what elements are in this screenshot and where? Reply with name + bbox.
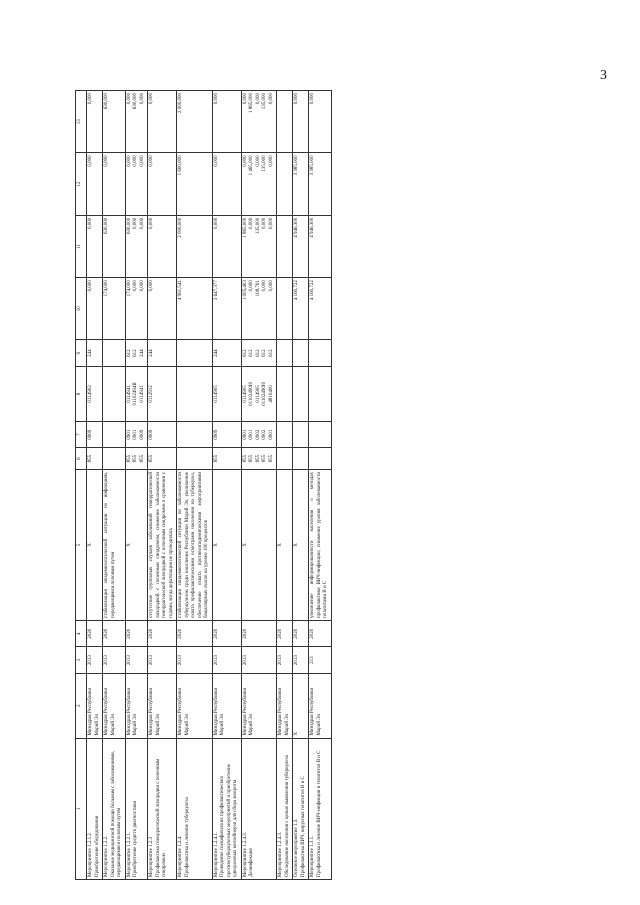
value-col-13-cell: 0,000 — [293, 91, 309, 153]
value-col-10-cell: 1 005,403 0,000 108,761 0,000 0,000 — [241, 278, 277, 340]
activity-name-cell: Основное мероприятие 1.3. Профилактика ВИЧ, вирусных гепатитов В и С — [293, 738, 309, 879]
responsible-executor-cell: Минздрав Республики Марий Эл — [87, 673, 103, 738]
responsible-executor-cell: Минздрав Республики Марий Эл — [177, 673, 213, 738]
value-col-13-cell: 0,000 1 865,000 0,000 135,000 0,000 — [241, 91, 277, 153]
expense-type-cell — [309, 340, 332, 366]
expected-result-cell: X — [293, 469, 309, 620]
target-article-cell: 0114905 01102490I0 0114905 01102490I0 4810400 — [241, 366, 277, 421]
expected-result-cell: стабилизация эпидемиологической ситуации по инфекциям, передающимся половым путем — [103, 469, 126, 620]
column-header: 8 — [76, 366, 87, 421]
table-row — [148, 91, 177, 880]
target-article-cell — [177, 366, 213, 421]
value-col-11-cell: 630,000 0,000 0,000 — [125, 215, 148, 277]
end-year-cell: 2020 — [212, 621, 241, 647]
start-year-cell: 2013 — [177, 647, 213, 673]
grbs-code-cell — [277, 448, 293, 470]
target-article-cell: 0114941 01102494II 0114941 — [125, 366, 148, 421]
value-col-11-cell — [277, 215, 293, 277]
responsible-executor-cell: Минздрав Республики Марий Эл — [241, 673, 277, 738]
grbs-code-cell: 855 — [212, 448, 241, 470]
grbs-code-cell — [293, 448, 309, 470]
value-col-12-cell — [277, 153, 293, 215]
expected-result-cell: X — [87, 469, 103, 620]
column-header: 2 — [76, 673, 87, 738]
expense-type-cell: 244 — [212, 340, 241, 366]
value-col-12-cell: 3 385,000 — [293, 153, 309, 215]
value-col-12-cell: 0,000 0,000 0,000 — [125, 153, 148, 215]
value-col-11-cell: 1 865,000 0,000 135,000 0,000 0,000 — [241, 215, 277, 277]
start-year-cell: 213 — [309, 647, 332, 673]
column-header: 10 — [76, 278, 87, 340]
expected-result-cell: увеличение информированности населения о методах профилактики ВИЧ-инфекции; снижение уровня заболеваемости гепатитами В и С — [309, 469, 332, 620]
section-code-cell — [277, 421, 293, 447]
column-header: 5 — [76, 469, 87, 620]
table-header — [76, 91, 87, 880]
target-article-cell: 0112912 — [148, 366, 177, 421]
value-col-10-cell: 4 961,541 — [177, 278, 213, 340]
value-col-13-cell: 630,000 — [103, 91, 126, 153]
expense-type-cell: 244 — [87, 340, 103, 366]
activity-name-cell: Мероприятие 1.2.4.2. Дезинфекция — [241, 738, 277, 879]
value-col-11-cell: 0,000 — [148, 215, 177, 277]
table-row — [103, 91, 126, 880]
value-col-11-cell: 2 000,000 — [177, 215, 213, 277]
value-col-13-cell: 0,000 — [309, 91, 332, 153]
start-year-cell: 2013 — [212, 647, 241, 673]
section-code-cell: 0901 0901 0902 0902 0901 — [241, 421, 277, 447]
expected-result-cell: X — [277, 469, 293, 620]
activity-name-cell: Мероприятие 1.2.2. Оказание медицинской помощи больным с заболеваниями, передающимися половым путем — [103, 738, 126, 879]
activity-name-cell: Мероприятие 1.2.1.2 Приобретение оборудования — [87, 738, 103, 879]
column-header: 13 — [76, 91, 87, 153]
page-number: 3 — [600, 68, 607, 83]
value-col-12-cell: 0,000 — [103, 153, 126, 215]
activity-name-cell: Мероприятие 1.2.4.3. Обследование населения с целью выявления туберкулеза — [277, 738, 293, 879]
expense-type-cell: 612 612 612 612 612 — [241, 340, 277, 366]
column-header: 1 — [76, 738, 87, 879]
expense-type-cell — [277, 340, 293, 366]
value-col-10-cell: 0,000 — [87, 278, 103, 340]
end-year-cell: 2020 — [125, 621, 148, 647]
target-article-cell — [277, 366, 293, 421]
start-year-cell: 2013 — [103, 647, 126, 673]
value-col-10-cell: 4 160,722 — [309, 278, 332, 340]
end-year-cell: 2020 — [241, 621, 277, 647]
target-article-cell — [309, 366, 332, 421]
activity-name-cell: Мероприятие 1.2.2.1. Приобретение средств диагностики — [125, 738, 148, 879]
value-col-10-cell: 174,000 — [103, 278, 126, 340]
target-article-cell — [103, 366, 126, 421]
table-row — [293, 91, 309, 880]
activity-name-cell: Мероприятие 1.2.4. Профилактика и лечение туберкулеза — [177, 738, 213, 879]
end-year-cell: 2020 — [277, 621, 293, 647]
table-row — [241, 91, 277, 880]
grbs-code-cell — [177, 448, 213, 470]
responsible-executor-cell: Минздрав Республики Марий Эл — [125, 673, 148, 738]
section-code-cell — [177, 421, 213, 447]
responsible-executor-cell: Минздрав Республики Марий Эл — [103, 673, 126, 738]
responsible-executor-cell: Минздрав Республики Марий Эл — [309, 673, 332, 738]
end-year-cell: 2020 — [103, 621, 126, 647]
section-code-cell: 0901 0901 0909 — [125, 421, 148, 447]
target-article-cell: 0114905 — [212, 366, 241, 421]
table-body — [87, 91, 332, 880]
value-col-11-cell: 630,000 — [103, 215, 126, 277]
column-header: 7 — [76, 421, 87, 447]
expense-type-cell — [293, 340, 309, 366]
end-year-cell: 2020 — [177, 621, 213, 647]
rotated-table-area — [75, 90, 620, 880]
value-col-13-cell: 0,000 — [87, 91, 103, 153]
grbs-code-cell — [309, 448, 332, 470]
column-header: 3 — [76, 647, 87, 673]
column-header: 11 — [76, 215, 87, 277]
column-header: 12 — [76, 153, 87, 215]
expense-type-cell — [103, 340, 126, 366]
table-row — [212, 91, 241, 880]
expense-type-cell: 612 612 244 — [125, 340, 148, 366]
column-header: 4 — [76, 621, 87, 647]
column-header: 6 — [76, 448, 87, 470]
start-year-cell: 2013 — [277, 647, 293, 673]
value-col-13-cell — [277, 91, 293, 153]
grbs-code-cell: 855 — [148, 448, 177, 470]
section-code-cell — [293, 421, 309, 447]
end-year-cell: 2020 — [87, 621, 103, 647]
value-col-11-cell: 0,000 — [87, 215, 103, 277]
target-article-cell — [293, 366, 309, 421]
end-year-cell: 2020 — [148, 621, 177, 647]
value-col-10-cell: 174,000 0,000 0,000 — [125, 278, 148, 340]
value-col-11-cell: 4 946,300 — [309, 215, 332, 277]
expected-result-cell: X — [125, 469, 148, 620]
start-year-cell: 2013 — [87, 647, 103, 673]
responsible-executor-cell: X — [293, 673, 309, 738]
responsible-executor-cell: Минздрав Республики Марий Эл — [148, 673, 177, 738]
expected-result-cell: X — [212, 469, 241, 620]
start-year-cell: 2013 — [241, 647, 277, 673]
table-rotation-wrapper — [75, 90, 620, 880]
target-article-cell: 0114902 — [87, 366, 103, 421]
table-row — [87, 91, 103, 880]
column-number-row — [76, 91, 87, 880]
expected-result-cell: отсутствие групповых случаев заболеваний геморрагической лихорадкой с почечным синдромом, снижение заболеваемости геморрагической лихорадкой с почечным синдромом в сравнении с годами, когда дератизация не проводилась — [148, 469, 177, 620]
value-col-12-cell: 0,000 — [212, 153, 241, 215]
section-code-cell — [103, 421, 126, 447]
value-col-10-cell: 3 647,377 — [212, 278, 241, 340]
grbs-code-cell: 855 855 855 — [125, 448, 148, 470]
expense-type-cell — [177, 340, 213, 366]
table-row — [277, 91, 293, 880]
value-col-10-cell: 4 160,722 — [293, 278, 309, 340]
end-year-cell: 2020 — [309, 621, 332, 647]
value-col-12-cell: 0,000 — [87, 153, 103, 215]
value-col-13-cell: 0,000 — [148, 91, 177, 153]
responsible-executor-cell: Минздрав Республики Марий Эл — [212, 673, 241, 738]
activity-name-cell: Мероприятие 1.3.1. Профилактика и лечение ВИЧ-инфекции и гепатитов В и С — [309, 738, 332, 879]
value-col-12-cell: 0,000 — [148, 153, 177, 215]
section-code-cell: 0909 — [87, 421, 103, 447]
table-row — [125, 91, 148, 880]
table-row — [309, 91, 332, 880]
value-col-12-cell: 0,000 1 465,000 0,000 135,000 0,000 — [241, 153, 277, 215]
program-activities-table — [75, 90, 332, 880]
section-code-cell: 0909 — [148, 421, 177, 447]
grbs-code-cell — [103, 448, 126, 470]
value-col-10-cell — [277, 278, 293, 340]
expected-result-cell: X — [241, 469, 277, 620]
table-row — [177, 91, 213, 880]
value-col-11-cell: 0,000 — [212, 215, 241, 277]
expense-type-cell: 244 — [148, 340, 177, 366]
expected-result-cell: стабилизация эпидемиологической ситуации по заболеваемости туберкулезом среди населения Республики Марий Эл, увеличение охвата профилактическими осмотрами населения на туберкулез, обеспечение охвата противоэпидемическими мероприятиями бациллярных очагов на уровне 100 процентов — [177, 469, 213, 620]
grbs-code-cell: 855 855 855 855 855 — [241, 448, 277, 470]
end-year-cell: 2020 — [293, 621, 309, 647]
responsible-executor-cell: Минздрав Республики Марий Эл — [277, 673, 293, 738]
activity-name-cell: Мероприятие 1.2.3 Профилактика геморрагической лихорадки с почечным синдромом — [148, 738, 177, 879]
section-code-cell: 0909 — [212, 421, 241, 447]
value-col-10-cell: 0,000 — [148, 278, 177, 340]
value-col-12-cell: 1 600,000 — [177, 153, 213, 215]
activity-name-cell: Мероприятие 1.2.4.1. Проведение специфических профилактических противотуберкулезных мероприятий и приобретение одноразовых контейнеров для сбора мокроты — [212, 738, 241, 879]
start-year-cell: 2013 — [293, 647, 309, 673]
value-col-13-cell: 0,000 — [212, 91, 241, 153]
grbs-code-cell: 855 — [87, 448, 103, 470]
value-col-12-cell: 3 385,000 — [309, 153, 332, 215]
value-col-13-cell: 2 000,000 — [177, 91, 213, 153]
column-header: 9 — [76, 340, 87, 366]
start-year-cell: 2013 — [148, 647, 177, 673]
start-year-cell: 2013 — [125, 647, 148, 673]
section-code-cell — [309, 421, 332, 447]
value-col-11-cell: 4 946,300 — [293, 215, 309, 277]
value-col-13-cell: 0,000 630,000 0,000 — [125, 91, 148, 153]
